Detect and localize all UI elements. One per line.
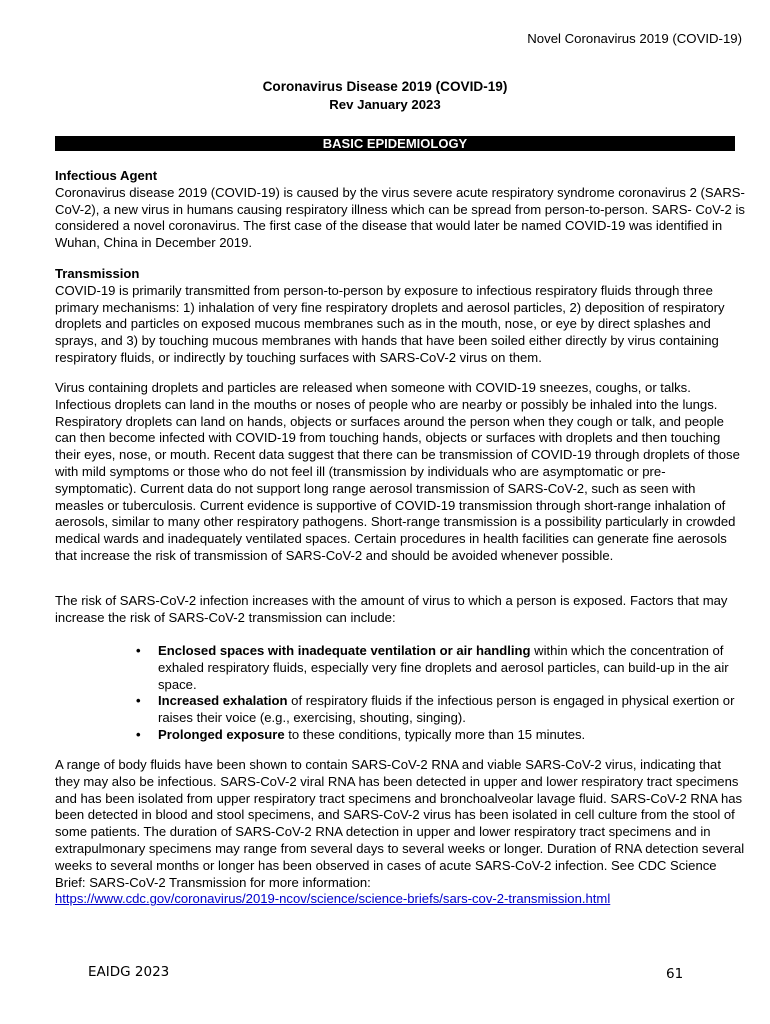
running-header: Novel Coronavirus 2019 (COVID-19)	[527, 31, 742, 46]
transmission-section	[55, 266, 745, 367]
footer-page-number: 61	[666, 966, 684, 982]
section-heading-bar: BASIC EPIDEMIOLOGY	[55, 136, 735, 151]
document-title: Coronavirus Disease 2019 (COVID-19)	[262, 79, 508, 94]
document-revision: Rev January 2023	[329, 97, 441, 112]
list-item-text: to these conditions, typically more than 15 minutes.	[284, 726, 586, 742]
list-item	[136, 727, 744, 744]
risk-factor-list	[136, 643, 744, 744]
transmission-paragraph-4: A range of body fluids have been shown to contain SARS-CoV-2 RNA and viable SARS-CoV-2 virus, indicating that they may also be infectious. SARS-CoV-2 viral RNA has been detected in upper and lower respiratory tract specimens and has been isolated from upper respiratory tract specimens and bronchoalveolar lavage fluid. SARS-CoV-2 RNA has been detected in blood and stool specimens, and SARS-CoV-2 virus has been isolated in cell culture from the stool of some patients. The duration of SARS-CoV-2 RNA detection in upper and lower respiratory tract specimens and in extrapulmonary specimens may range from several days to several weeks or longer. Duration of RNA detection several weeks to several months or longer has been observed in cases of acute SARS-CoV-2 infection. See CDC Science Brief: SARS-CoV-2 Transmission for more information:	[55, 757, 745, 890]
infectious-agent-text: Coronavirus disease 2019 (COVID-19) is caused by the virus severe acute respiratory syndrome coronavirus 2 (SARS-CoV-2), a new virus in humans causing respiratory illness which can be spread from person-to-person. SARS- CoV-2 is considered a novel coronavirus. The first case of the disease that would later be named COVID-19 was identified in Wuhan, China in December 2019.	[55, 184, 745, 251]
transmission-paragraph-3-block	[55, 593, 745, 627]
list-item-bold: Increased exhalation	[158, 693, 288, 709]
list-item	[136, 643, 744, 693]
infectious-agent-section	[55, 168, 745, 252]
bullet-icon: •	[136, 693, 141, 709]
bullet-icon: •	[136, 726, 141, 742]
transmission-paragraph-1: COVID-19 is primarily transmitted from person-to-person by exposure to infectious respiratory fluids through three primary mechanisms: 1) inhalation of very fine respiratory droplets and aerosol particles, 2) deposition of respiratory droplets and particles on exposed mucous membranes such as in the mouth, nose, or eye by direct splashes and sprays, and 3) by touching mucous membranes with hands that have been soiled either directly by virus containing respiratory fluids, or indirectly by touching surfaces with SARS-CoV-2 virus on them.	[55, 282, 725, 365]
infectious-agent-heading: Infectious Agent	[55, 168, 158, 183]
bullet-icon: •	[136, 643, 141, 658]
list-item-bold: Enclosed spaces with inadequate ventilation or air handling	[158, 643, 531, 658]
transmission-paragraph-4-block	[55, 757, 745, 908]
list-item	[136, 693, 744, 727]
list-item-text: within which the concentration of exhaled respiratory fluids, especially very fine droplets and aerosol particles, can build-up in the air space.	[158, 643, 729, 692]
list-item-bold: Prolonged exposure	[158, 726, 285, 742]
list-item-text: of respiratory fluids if the infectious person is engaged in physical exertion or raises their voice (e.g., exercising, shouting, singing).	[158, 693, 735, 726]
cdc-transmission-link[interactable]: https://www.cdc.gov/coronavirus/2019-ncov/science/science-briefs/sars-cov-2-transmission.html	[55, 891, 611, 907]
transmission-paragraph-2-block	[55, 380, 745, 565]
footer-document-id: EAIDG 2023	[88, 964, 170, 980]
transmission-paragraph-2: Virus containing droplets and particles are released when someone with COVID-19 sneezes, coughs, or talks. Infectious droplets can land in the mouths or noses of people who are nearby or possibly be inhaled into the lungs. Respiratory droplets can land on hands, objects or surfaces around the person when they cough or talk, and people can then become infected with COVID-19 from touching hands, objects or surfaces with droplets and then touching their eyes, nose, or mouth. Recent data suggest that there can be transmission of COVID-19 through droplets of those with mild symptoms or those who do not feel ill (transmission by individuals who are asymptomatic or pre-symptomatic). Current data do not support long range aerosol transmission of SARS-CoV-2, such as seen with measles or tuberculosis. Current evidence is supportive of COVID-19 transmission through short-range inhalation of aerosols, similar to many other respiratory pathogens. Short-range transmission is a possibility particularly in crowded medical wards and inadequately ventilated spaces. Certain procedures in health facilities can generate fine aerosols that increase the risk of transmission of SARS-CoV-2 and should be avoided whenever possible.	[55, 380, 740, 563]
transmission-heading: Transmission	[55, 266, 140, 281]
transmission-paragraph-3: The risk of SARS-CoV-2 infection increases with the amount of virus to which a person is exposed. Factors that may increase the risk of SARS-CoV-2 transmission can include:	[55, 593, 728, 625]
